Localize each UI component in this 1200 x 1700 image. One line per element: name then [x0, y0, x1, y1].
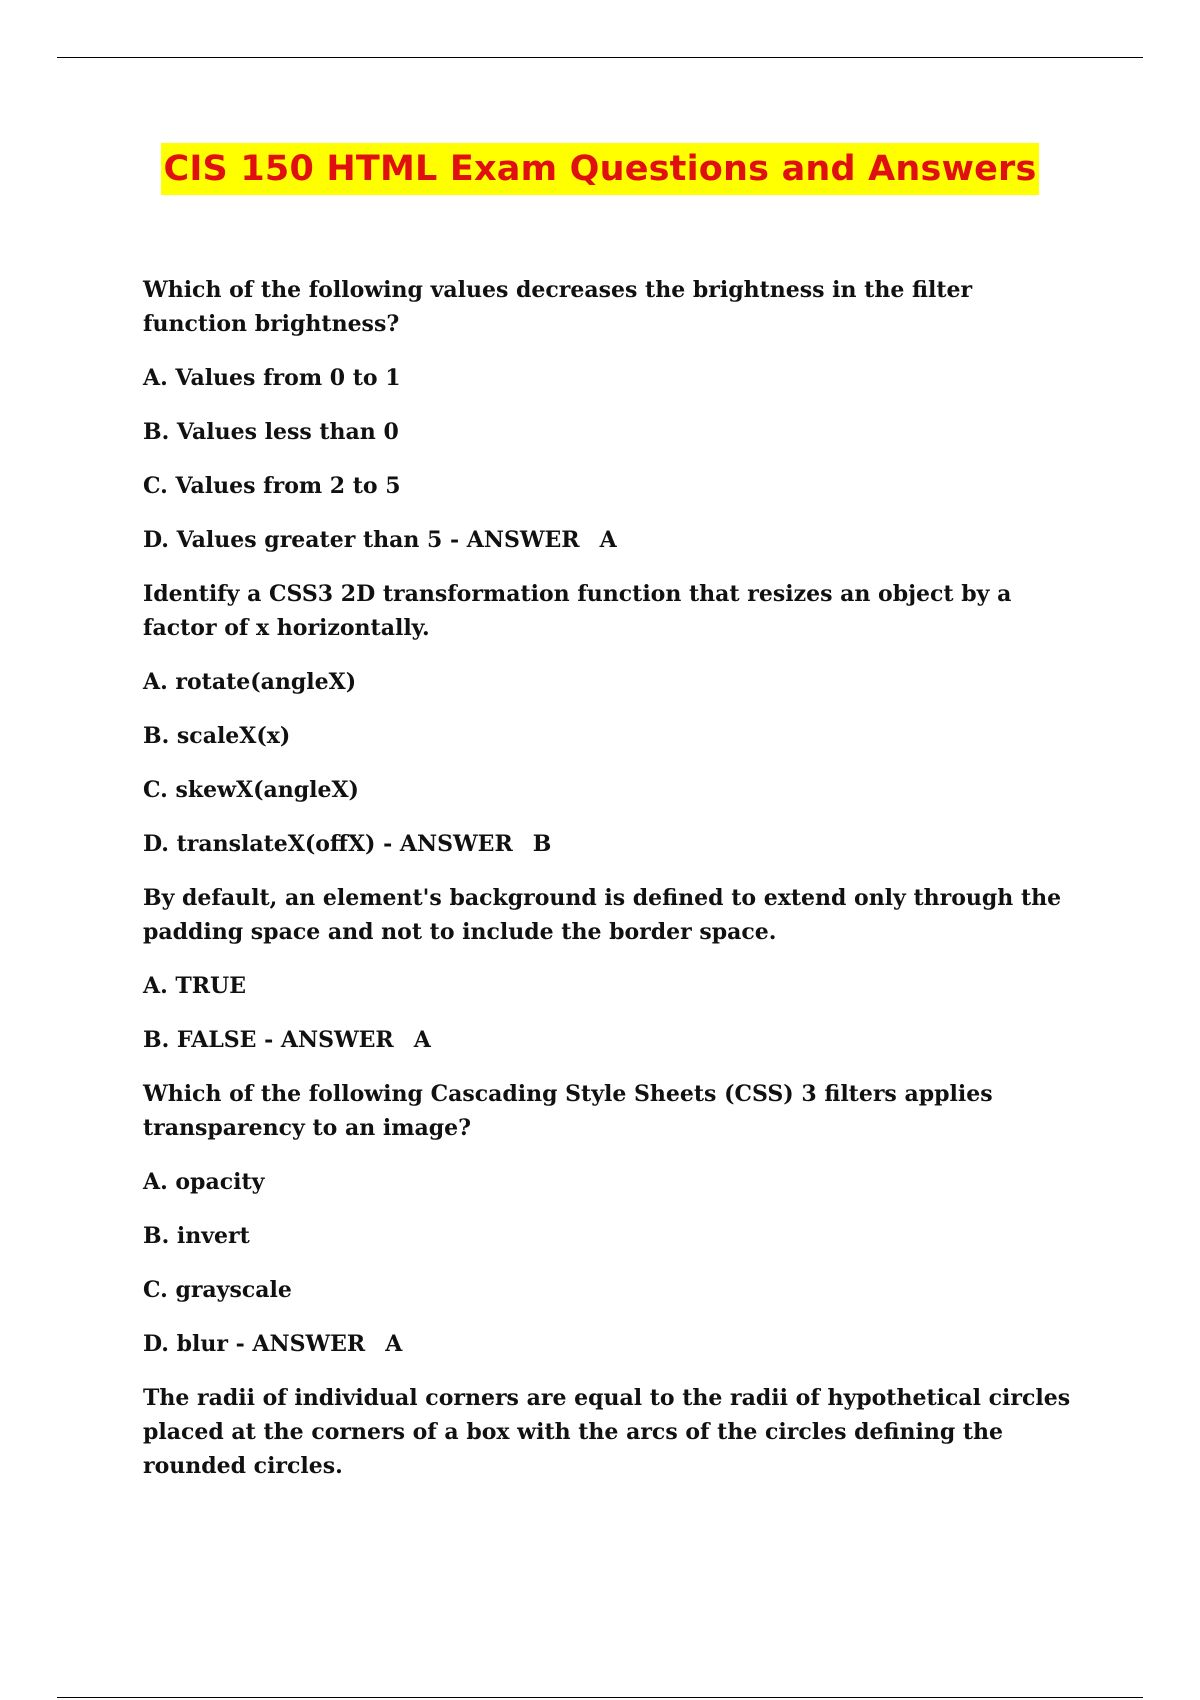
answer-option-label: B. FALSE - ANSWER	[143, 1027, 394, 1053]
answer-option-with-key	[143, 1023, 1083, 1057]
answer-option-with-key	[143, 523, 1083, 557]
question-text: Identify a CSS3 2D transformation function that resizes an object by a factor of x horizontally.	[143, 581, 1012, 641]
answer-option-label: D. blur - ANSWER	[143, 1331, 366, 1357]
question-text: Which of the following values decreases the brightness in the filter function brightness?	[143, 277, 973, 337]
answer-option: A. TRUE	[143, 973, 246, 999]
answer-option: A. opacity	[143, 1169, 265, 1195]
answer-option-with-key	[143, 1327, 1083, 1361]
answer-key: A	[413, 1027, 431, 1053]
answer-option-label: D. translateX(offX) - ANSWER	[143, 831, 513, 857]
question-text: The radii of individual corners are equal to the radii of hypothetical circles placed at the corners of a box with the arcs of the circles defining the rounded circles.	[143, 1385, 1071, 1479]
bottom-rule	[57, 1697, 1143, 1698]
document-title: CIS 150 HTML Exam Questions and Answers	[161, 143, 1038, 195]
answer-option: C. Values from 2 to 5	[143, 473, 401, 499]
answer-option: A. rotate(angleX)	[143, 669, 357, 695]
answer-option: B. invert	[143, 1223, 250, 1249]
answer-option: B. scaleX(x)	[143, 723, 291, 749]
answer-option-label: D. Values greater than 5 - ANSWER	[143, 527, 580, 553]
answer-key: A	[599, 527, 617, 553]
answer-option: C. skewX(angleX)	[143, 777, 359, 803]
answer-key: A	[385, 1331, 403, 1357]
answer-option: B. Values less than 0	[143, 419, 399, 445]
answer-option-with-key	[143, 827, 1083, 861]
title-block	[0, 143, 1200, 195]
answer-option: A. Values from 0 to 1	[143, 365, 401, 391]
top-rule	[57, 57, 1143, 58]
question-text: Which of the following Cascading Style Sheets (CSS) 3 filters applies transparency to an image?	[143, 1081, 993, 1141]
question-text: By default, an element's background is defined to extend only through the padding space and not to include the border space.	[143, 885, 1062, 945]
answer-key: B	[532, 831, 552, 857]
answer-option: C. grayscale	[143, 1277, 292, 1303]
questions-list	[143, 273, 1083, 1503]
